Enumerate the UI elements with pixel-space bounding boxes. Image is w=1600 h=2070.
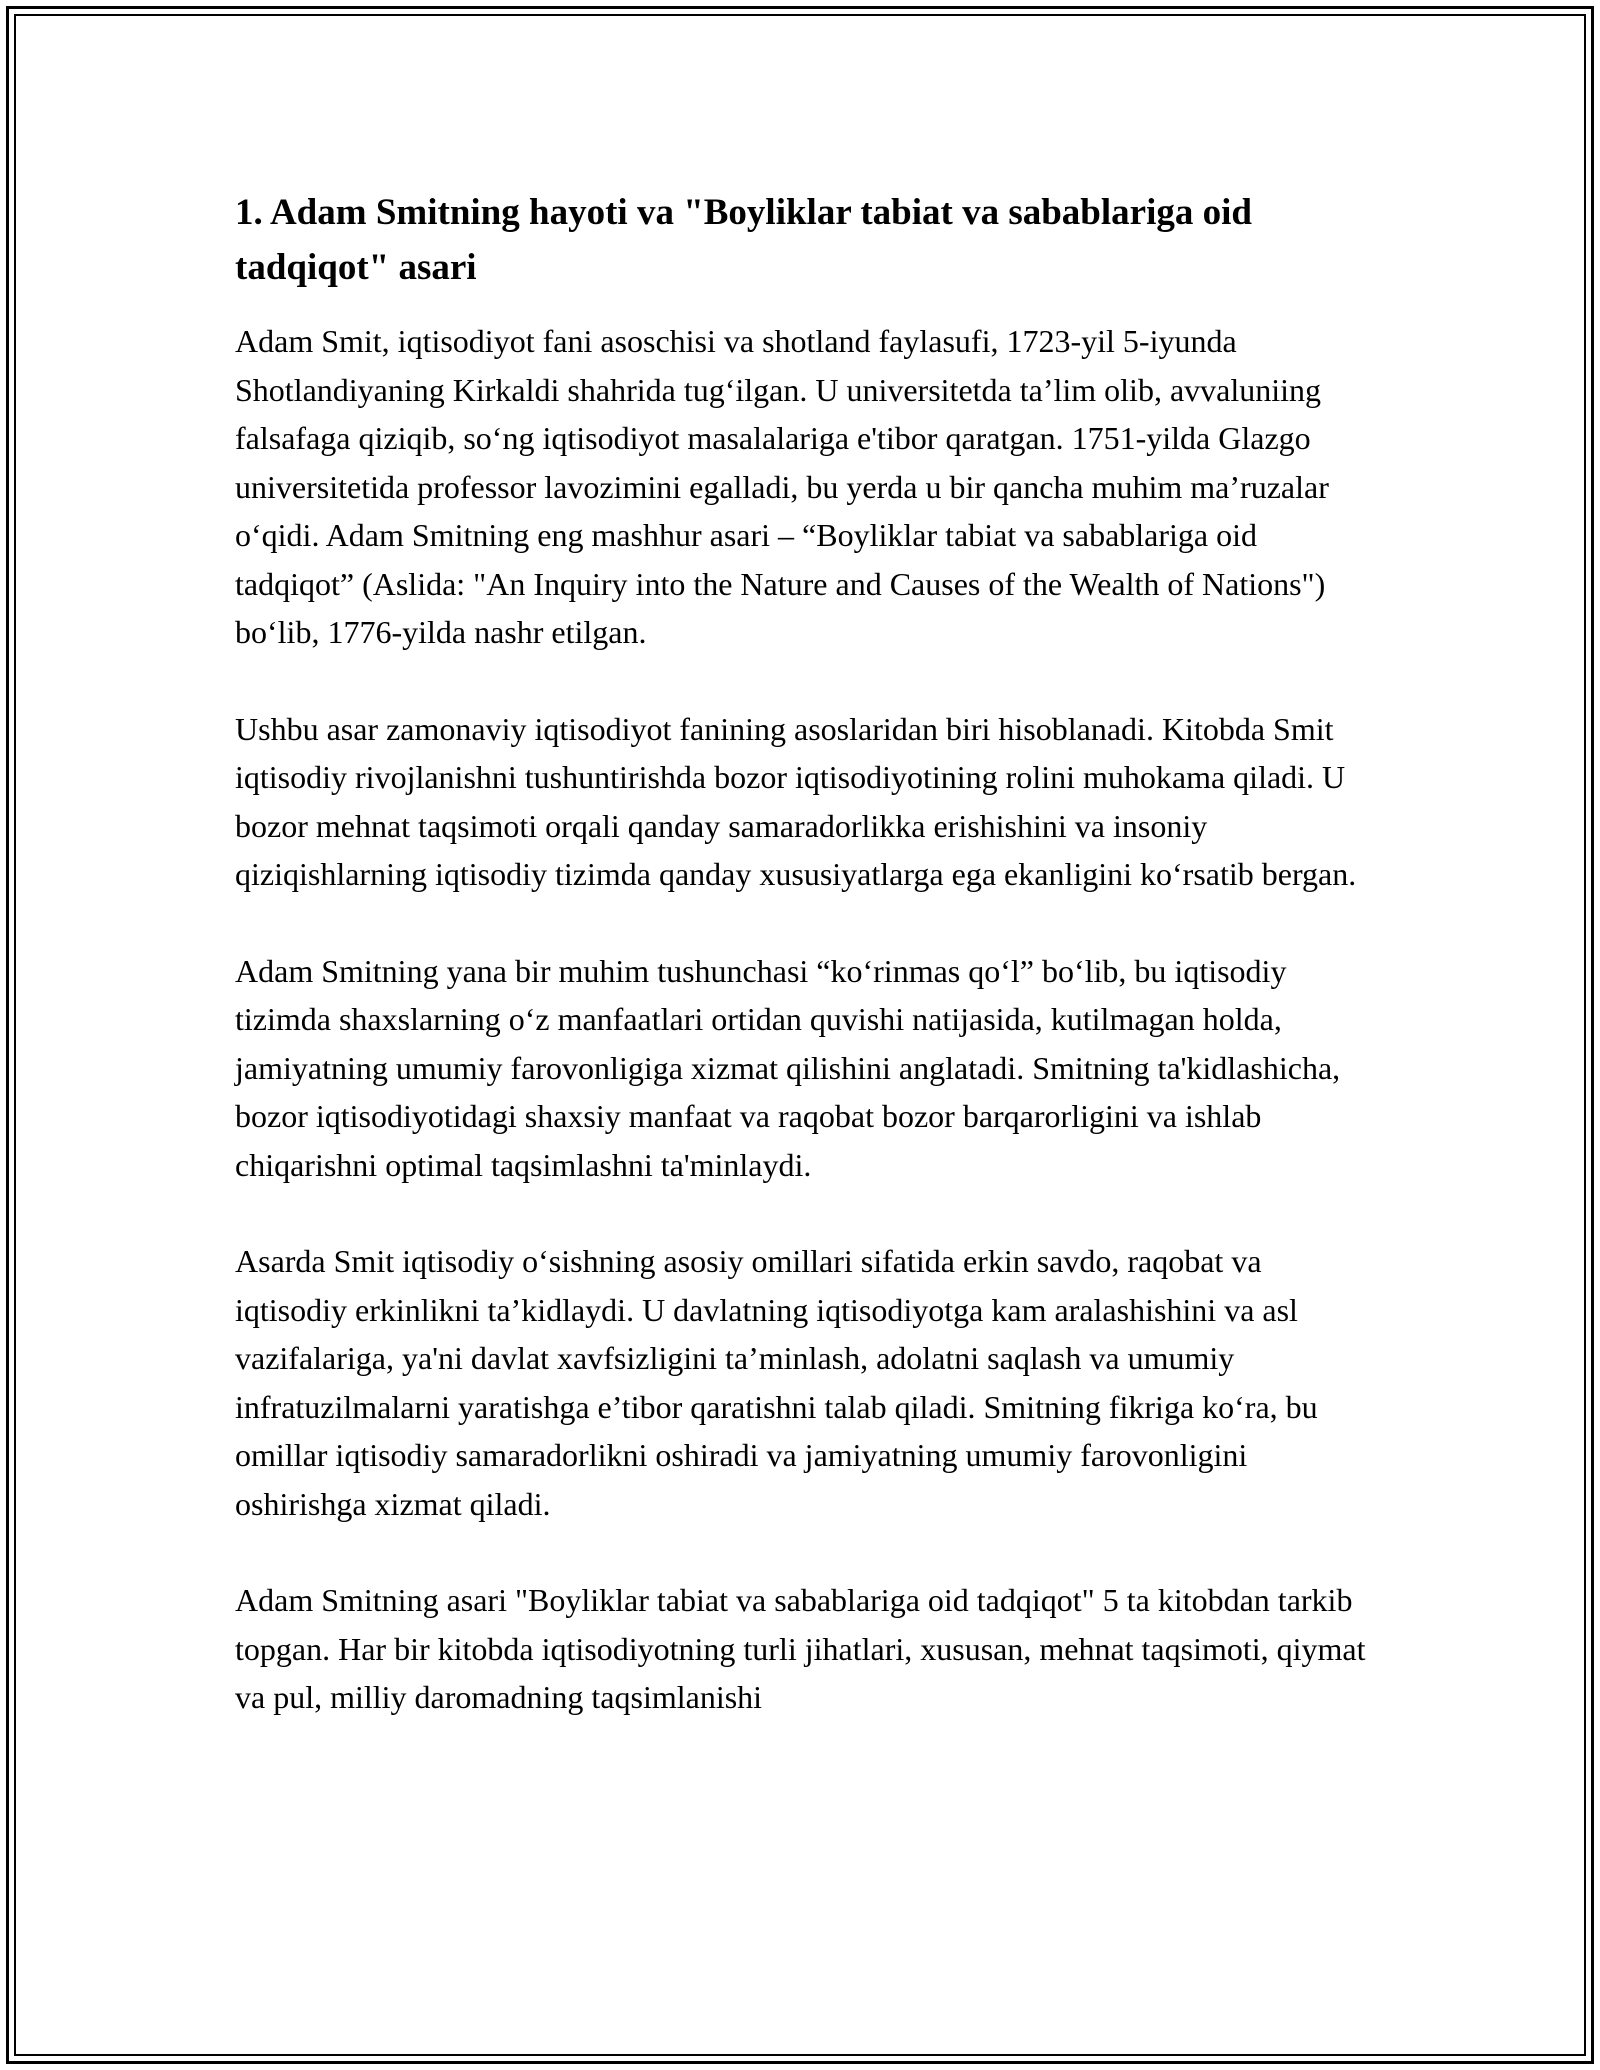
- paragraph-biography: Adam Smit, iqtisodiyot fani asoschisi va shotland faylasufi, 1723-yil 5-iyunda Shotlandiyaning Kirkaldi shahrida tug‘ilgan. U universitetda ta’lim olib, avvaluniing falsafaga qiziqib, so‘ng iqtisodiyot masalalariga e'tibor qaratgan. 1751-yilda Glazgo universitetida professor lavozimini egalladi, bu yerda u bir qancha muhim ma’ruzalar o‘qidi. Adam Smitning eng mashhur asari – “Boyliklar tabiat va sabablariga oid tadqiqot” (Aslida: "An Inquiry into the Nature and Causes of the Wealth of Nations") bo‘lib, 1776-yilda nashr etilgan.: [235, 323, 1329, 650]
- paragraph-book-structure: Adam Smitning asari "Boyliklar tabiat va sabablariga oid tadqiqot" 5 ta kitobdan tarkib topgan. Har bir kitobda iqtisodiyotning turli jihatlari, xususan, mehnat taqsimoti, qiymat va pul, milliy daromadning taqsimlanishi: [235, 1582, 1366, 1715]
- section-heading: 1. Adam Smitning hayoti va "Boyliklar tabiat va sabablariga oid tadqiqot" asari: [235, 192, 1252, 288]
- paragraph-significance: Ushbu asar zamonaviy iqtisodiyot fanining asoslaridan biri hisoblanadi. Kitobda Smit iqtisodiy rivojlanishni tushuntirishda bozor iqtisodiyotining rolini muhokama qiladi. U bozor mehnat taqsimoti orqali qanday samaradorlikka erishishini va insoniy qiziqishlarning iqtisodiy tizimda qanday xususiyatlarga ega ekanligini ko‘rsatib bergan.: [235, 710, 1357, 892]
- paragraph-growth-factors: Asarda Smit iqtisodiy o‘sishning asosiy omillari sifatida erkin savdo, raqobat va iqtisodiy erkinlikni ta’kidlaydi. U davlatning iqtisodiyotga kam aralashishini va asl vazifalariga, ya'ni davlat xavfsizligini ta’minlash, adolatni saqlash va umumiy infratuzilmalarni yaratishga e’tibor qaratishni talab qiladi. Smitning fikriga ko‘ra, bu omillar iqtisodiy samaradorlikni oshiradi va jamiyatning umumiy farovonligini oshirishga xizmat qiladi.: [235, 1243, 1318, 1522]
- document-body: [235, 185, 1370, 1770]
- paragraph-invisible-hand: Adam Smitning yana bir muhim tushunchasi “ko‘rinmas qo‘l” bo‘lib, bu iqtisodiy tizimda shaxslarning o‘z manfaatlari ortidan quvishi natijasida, kutilmagan holda, jamiyatning umumiy farovonligiga xizmat qilishini anglatadi. Smitning ta'kidlashicha, bozor iqtisodiyotidagi shaxsiy manfaat va raqobat bozor barqarorligini va ishlab chiqarishni optimal taqsimlashni ta'minlaydi.: [235, 952, 1341, 1183]
